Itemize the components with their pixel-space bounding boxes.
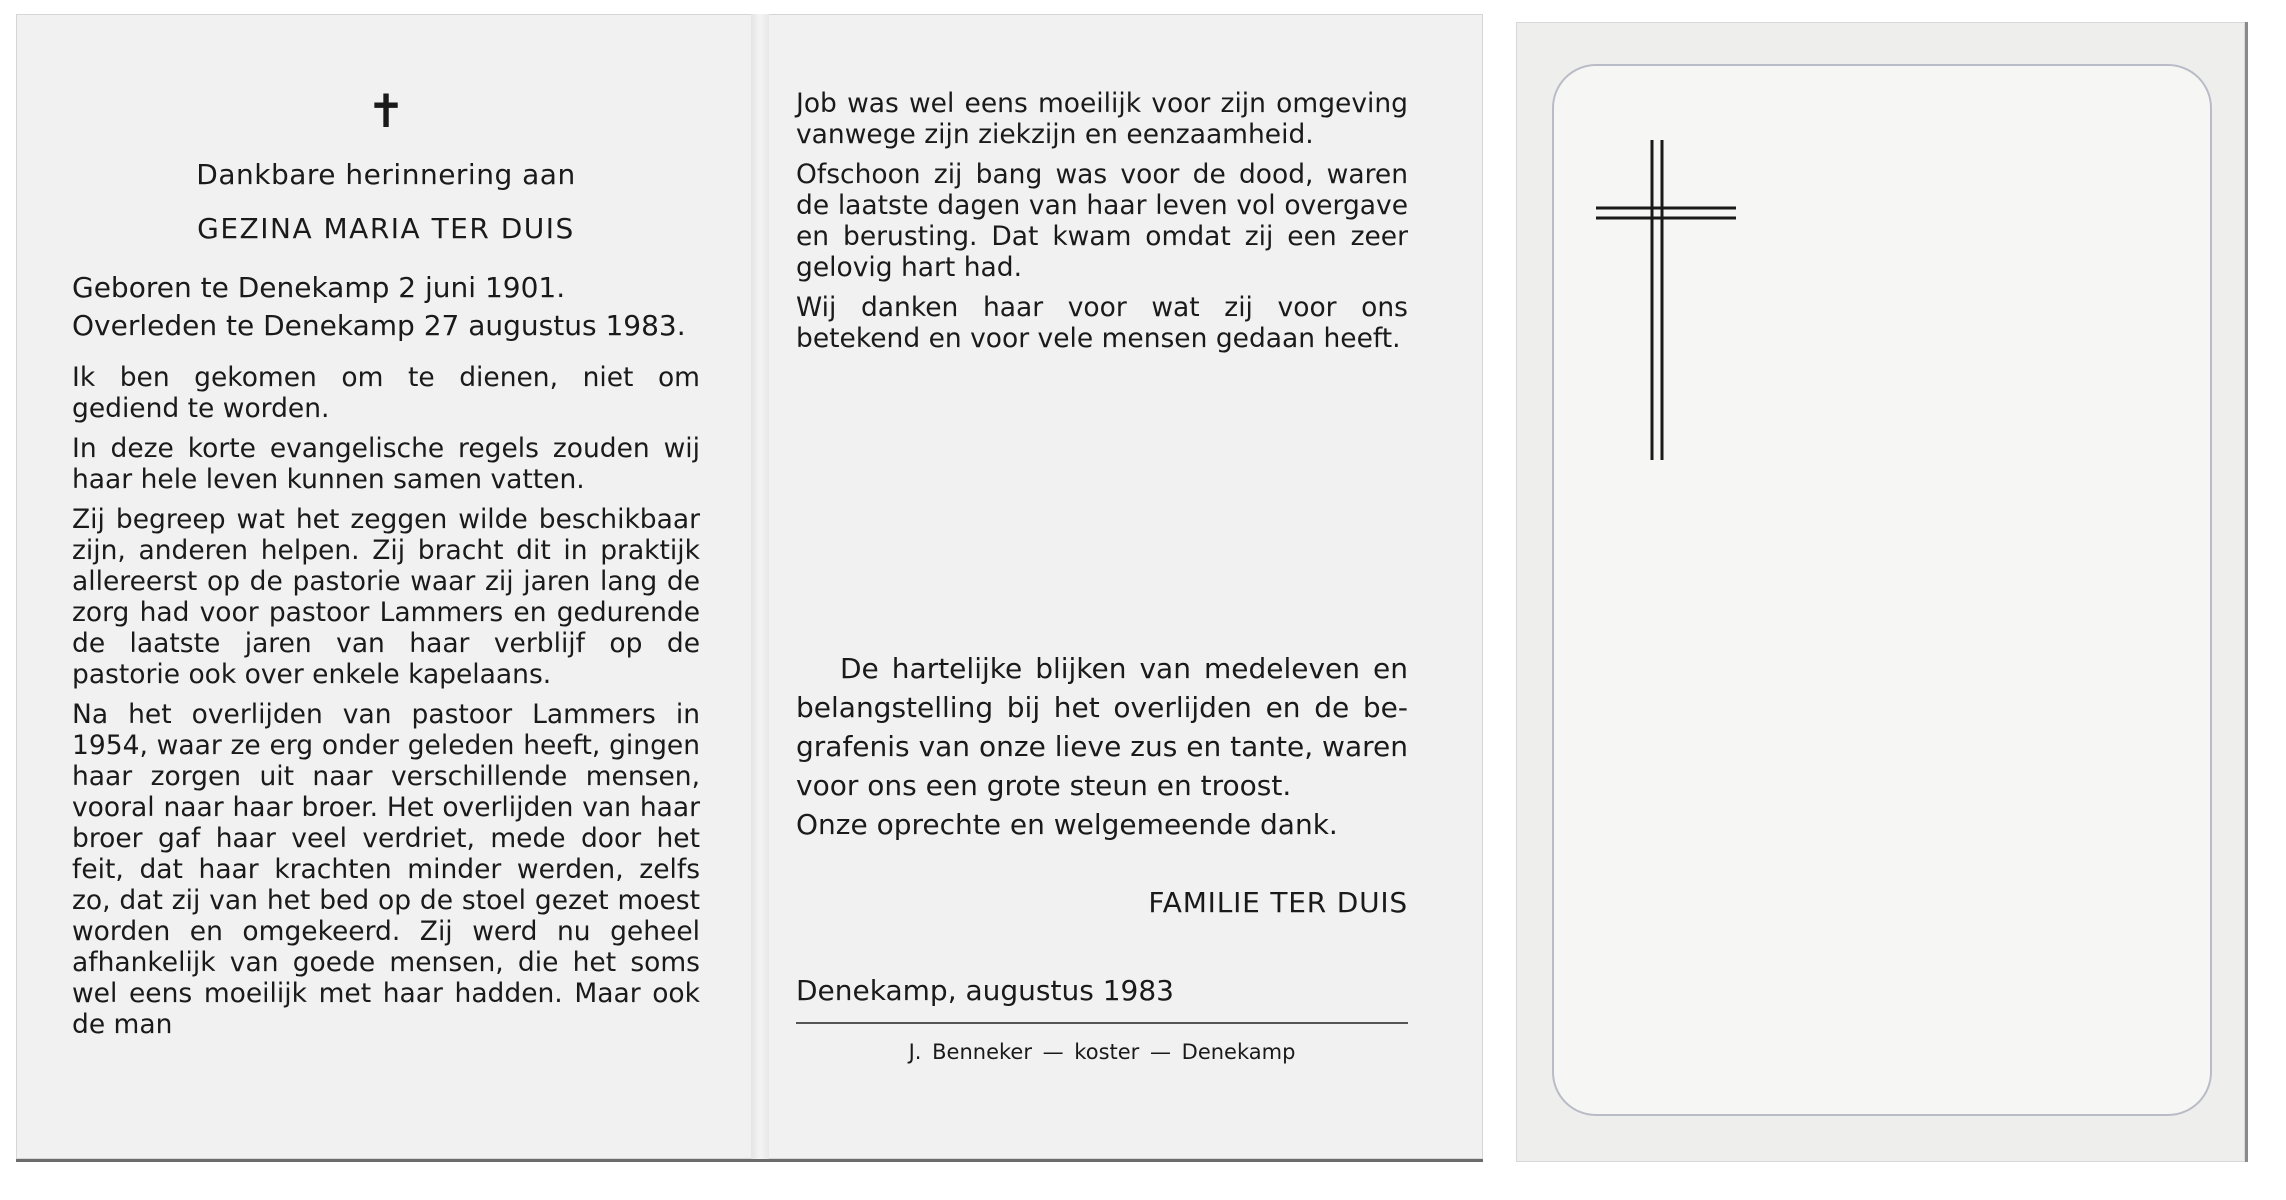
card-fold (751, 14, 769, 1159)
paragraph: Ofschoon zij bang was voor de dood, waren de laatste dagen van haar leven vol overgave en berusting. Dat kwam omdat zij een zeer gelovig hart had. (796, 159, 1408, 283)
divider (796, 1022, 1408, 1024)
family-signature: FAMILIE TER DUIS (1148, 886, 1408, 919)
paragraph: In deze korte evangelische regels zouden wij haar hele leven kunnen samen vatten. (72, 433, 700, 495)
right-panel (796, 14, 1408, 1159)
paragraph: Zij begreep wat het zeggen wilde beschikbaar zijn, anderen helpen. Zij bracht dit in praktijk allereerst op de pastorie waar zij jaren lang de zorg had voor pastoor Lammers en gedurende de laatste jaren van haar verblijf op de pastorie ook over enkele kapelaans. (72, 504, 700, 690)
card-heading: Dankbare herinnering aan (196, 158, 576, 191)
paragraph: Job was wel eens moeilijk voor zijn omgeving vanwege zijn ziekzijn en eenzaamheid. (796, 88, 1408, 150)
birth-line: Geboren te Denekamp 2 juni 1901. (72, 271, 566, 304)
memorial-card-back (1516, 22, 2248, 1162)
thanks-line: grafenis van onze lieve zus en tante, waren (796, 730, 1408, 763)
printer-credit: J. Benneker — koster — Denekamp (908, 1040, 1296, 1064)
thanks-line: belangstelling bij het overlijden en de be- (796, 691, 1408, 724)
deceased-name: GEZINA MARIA TER DUIS (197, 212, 575, 245)
thanks-line: Onze oprechte en welgemeende dank. (796, 808, 1338, 841)
thanks-line: De hartelijke blijken van medeleven en (840, 652, 1408, 685)
memorial-card-inside (16, 14, 1483, 1162)
paragraph: Na het overlijden van pastoor Lammers in 1954, waar ze erg onder geleden heeft, gingen haar zorgen uit naar verschillende mensen, vooral naar haar broer. Het overlijden van haar broer gaf haar veel verdriet, mede door het feit, dat haar krachten minder werden, zelfs zo, dat zij van het bed op de stoel gezet moest worden en omgekeerd. Zij werd nu geheel afhankelijk van goede mensen, die het soms wel eens moeilijk met haar hadden. Maar ook de man (72, 699, 700, 1040)
death-line: Overleden te Denekamp 27 augustus 1983. (72, 309, 686, 342)
left-body-text (72, 362, 700, 1049)
life-dates (72, 269, 700, 345)
paragraph: Wij danken haar voor wat zij voor ons betekend en voor vele mensen gedaan heeft. (796, 292, 1408, 354)
thanks-line: voor ons een grote steun en troost. (796, 769, 1292, 802)
paragraph: Ik ben gekomen om te dienen, niet om gediend te worden. (72, 362, 700, 424)
right-body-text (796, 88, 1408, 363)
left-panel (72, 14, 700, 1159)
double-line-cross-icon (1596, 140, 1736, 460)
small-cross-icon: ✝ (366, 84, 406, 138)
thanks-text (796, 649, 1408, 844)
place-date: Denekamp, augustus 1983 (796, 974, 1174, 1007)
